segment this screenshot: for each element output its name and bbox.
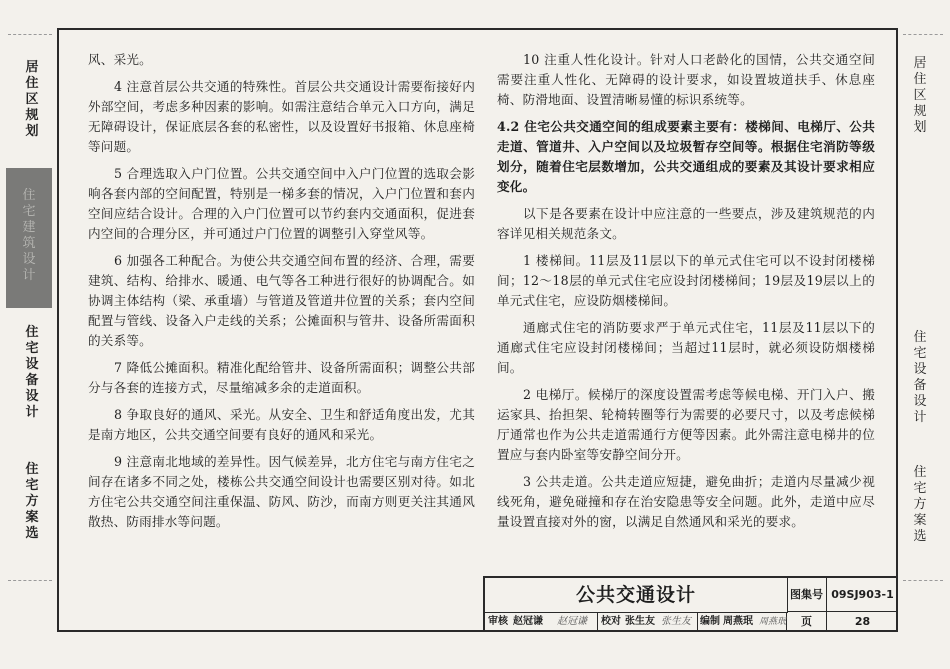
paragraph: 5 合理选取入户门位置。公共交通空间中入户门位置的选取会影响各套内部的空间配置，特别是一梯多套的情况，入户门位置和套内空间应结合设计。合理的入户门位置可以节约套内交通面积，促进套内空间的合理分区，并可通过户门位置的调整引入穿堂风等。 xyxy=(88,166,475,241)
side-tab-label: 住宅设备设计 xyxy=(913,330,927,425)
tab-divider xyxy=(903,580,943,581)
side-tab-scheme-selection-right[interactable] xyxy=(912,465,928,545)
side-tab-scheme-selection[interactable] xyxy=(24,462,40,542)
paragraph: 以下是各要素在设计中应注意的一些要点，涉及建筑规范的内容详见相关规范条文。 xyxy=(497,206,875,241)
section-heading-paragraph: 4.2 住宅公共交通空间的组成要素主要有：楼梯间、电梯厅、公共走道、管道井、入户空间以及垃圾暂存空间等。根据住宅消防等级划分，随着住宅层数增加，公共交通组成的要素及其设计要求相应变化。 xyxy=(497,119,875,194)
check-name: 张生友 xyxy=(625,616,655,627)
right-text-column xyxy=(497,50,875,539)
atlas-number-label: 图集号 xyxy=(787,578,827,612)
side-tab-equipment-design[interactable] xyxy=(24,325,40,421)
left-text-column xyxy=(88,50,475,539)
draw-signature: 周燕珉 xyxy=(759,617,787,627)
drawing-title: 公共交通设计 xyxy=(485,578,788,613)
separator xyxy=(697,612,698,632)
paragraph: 4 注意首层公共交通的特殊性。首层公共交通设计需要衔接好内外部空间，考虑多种因素的影响。如需注意结合单元入口方向，满足无障碍设计，保证底层各套的私密性，以及设置好书报箱、休息座椅等问题。 xyxy=(88,79,475,154)
atlas-number-value: 09SJ903-1 xyxy=(827,578,898,612)
paragraph: 9 注意南北地域的差异性。因气候差异，北方住宅与南方住宅之间存在诸多不同之处，楼栋公共交通空间设计也需要区别对待。如北方住宅公共交通空间注重保温、防风、防沙，而南方则更关注其通风散热、防雨排水等问题。 xyxy=(88,454,475,529)
side-tab-label: 住宅设备设计 xyxy=(25,325,39,420)
side-tab-label: 住宅方案选 xyxy=(913,465,927,544)
review-signature: 赵冠谦 xyxy=(557,616,587,627)
check-label: 校对 xyxy=(601,616,621,627)
paragraph: 8 争取良好的通风、采光。从安全、卫生和舒适角度出发，尤其是南方地区，公共交通空间要有良好的通风和采光。 xyxy=(88,407,475,442)
tab-divider xyxy=(8,34,52,35)
side-tab-building-design-active[interactable] xyxy=(6,168,52,308)
paragraph: 3 公共走道。公共走道应短捷，避免曲折；走道内尽量减少视线死角，避免碰撞和存在治安隐患等安全问题。此外，走道中应尽量设置直接对外的窗，以满足自然通风和采光的要求。 xyxy=(497,474,875,529)
check-signature: 张生友 xyxy=(661,616,691,627)
side-tab-residential-planning-right[interactable] xyxy=(912,56,928,136)
side-tab-label: 住宅建筑设计 xyxy=(22,188,36,283)
page-number: 28 xyxy=(854,615,871,628)
side-tab-label: 居住区规划 xyxy=(913,56,927,135)
paragraph: 通廊式住宅的消防要求严于单元式住宅，11层及11层以下的通廊式住宅应设封闭楼梯间；当超过11层时，就必须设防烟楼梯间。 xyxy=(497,320,875,375)
paragraph: 10 注重人性化设计。针对人口老龄化的国情，公共交通空间需要注重人性化、无障碍的设计要求，如设置坡道扶手、休息座椅、防滑地面、设置清晰易懂的标识系统等。 xyxy=(497,52,875,107)
paragraph: 7 降低公摊面积。精准化配给管井、设备所需面积；调整公共部分与各套的连接方式，尽量缩减多余的走道面积。 xyxy=(88,360,475,395)
side-tab-residential-planning[interactable] xyxy=(24,60,40,140)
draw-name: 周燕珉 xyxy=(723,616,753,627)
signature-row xyxy=(485,612,787,632)
separator xyxy=(597,612,598,632)
draw-label: 编制 xyxy=(700,616,720,627)
paragraph: 2 电梯厅。候梯厅的深度设置需考虑等候电梯、开门入户、搬运家具、抬担架、轮椅转圈等行为需要的必要尺寸，以及考虑候梯厅通常也作为公共走道需通行方便等因素。此外需注意电梯井的位置应与套内卧室等安静空间分开。 xyxy=(497,387,875,462)
tab-divider xyxy=(903,34,943,35)
paragraph: 6 加强各工种配合。为使公共交通空间布置的经济、合理，需要建筑、结构、给排水、暖通、电气等各工种进行很好的协调配合。如协调主体结构（梁、承重墙）与管道及管道井位置的关系；套内空间配置与管线、设备入户走线的关系；公摊面积与管井、设备所需面积的关系等。 xyxy=(88,253,475,348)
title-block xyxy=(483,576,898,632)
side-tab-equipment-design-right[interactable] xyxy=(912,330,928,426)
paragraph: 风、采光。 xyxy=(88,52,152,67)
paragraph: 1 楼梯间。11层及11层以下的单元式住宅可以不设封闭楼梯间；12～18层的单元式住宅应设封闭楼梯间；19层及19层以上的单元式住宅，应设防烟楼梯间。 xyxy=(497,253,875,308)
page-label: 页 xyxy=(787,612,827,632)
side-tab-label: 住宅方案选 xyxy=(25,462,39,541)
side-tab-label: 居住区规划 xyxy=(25,60,39,139)
review-label: 审核 xyxy=(488,616,508,627)
review-name: 赵冠谦 xyxy=(513,616,543,627)
tab-divider xyxy=(8,580,52,581)
